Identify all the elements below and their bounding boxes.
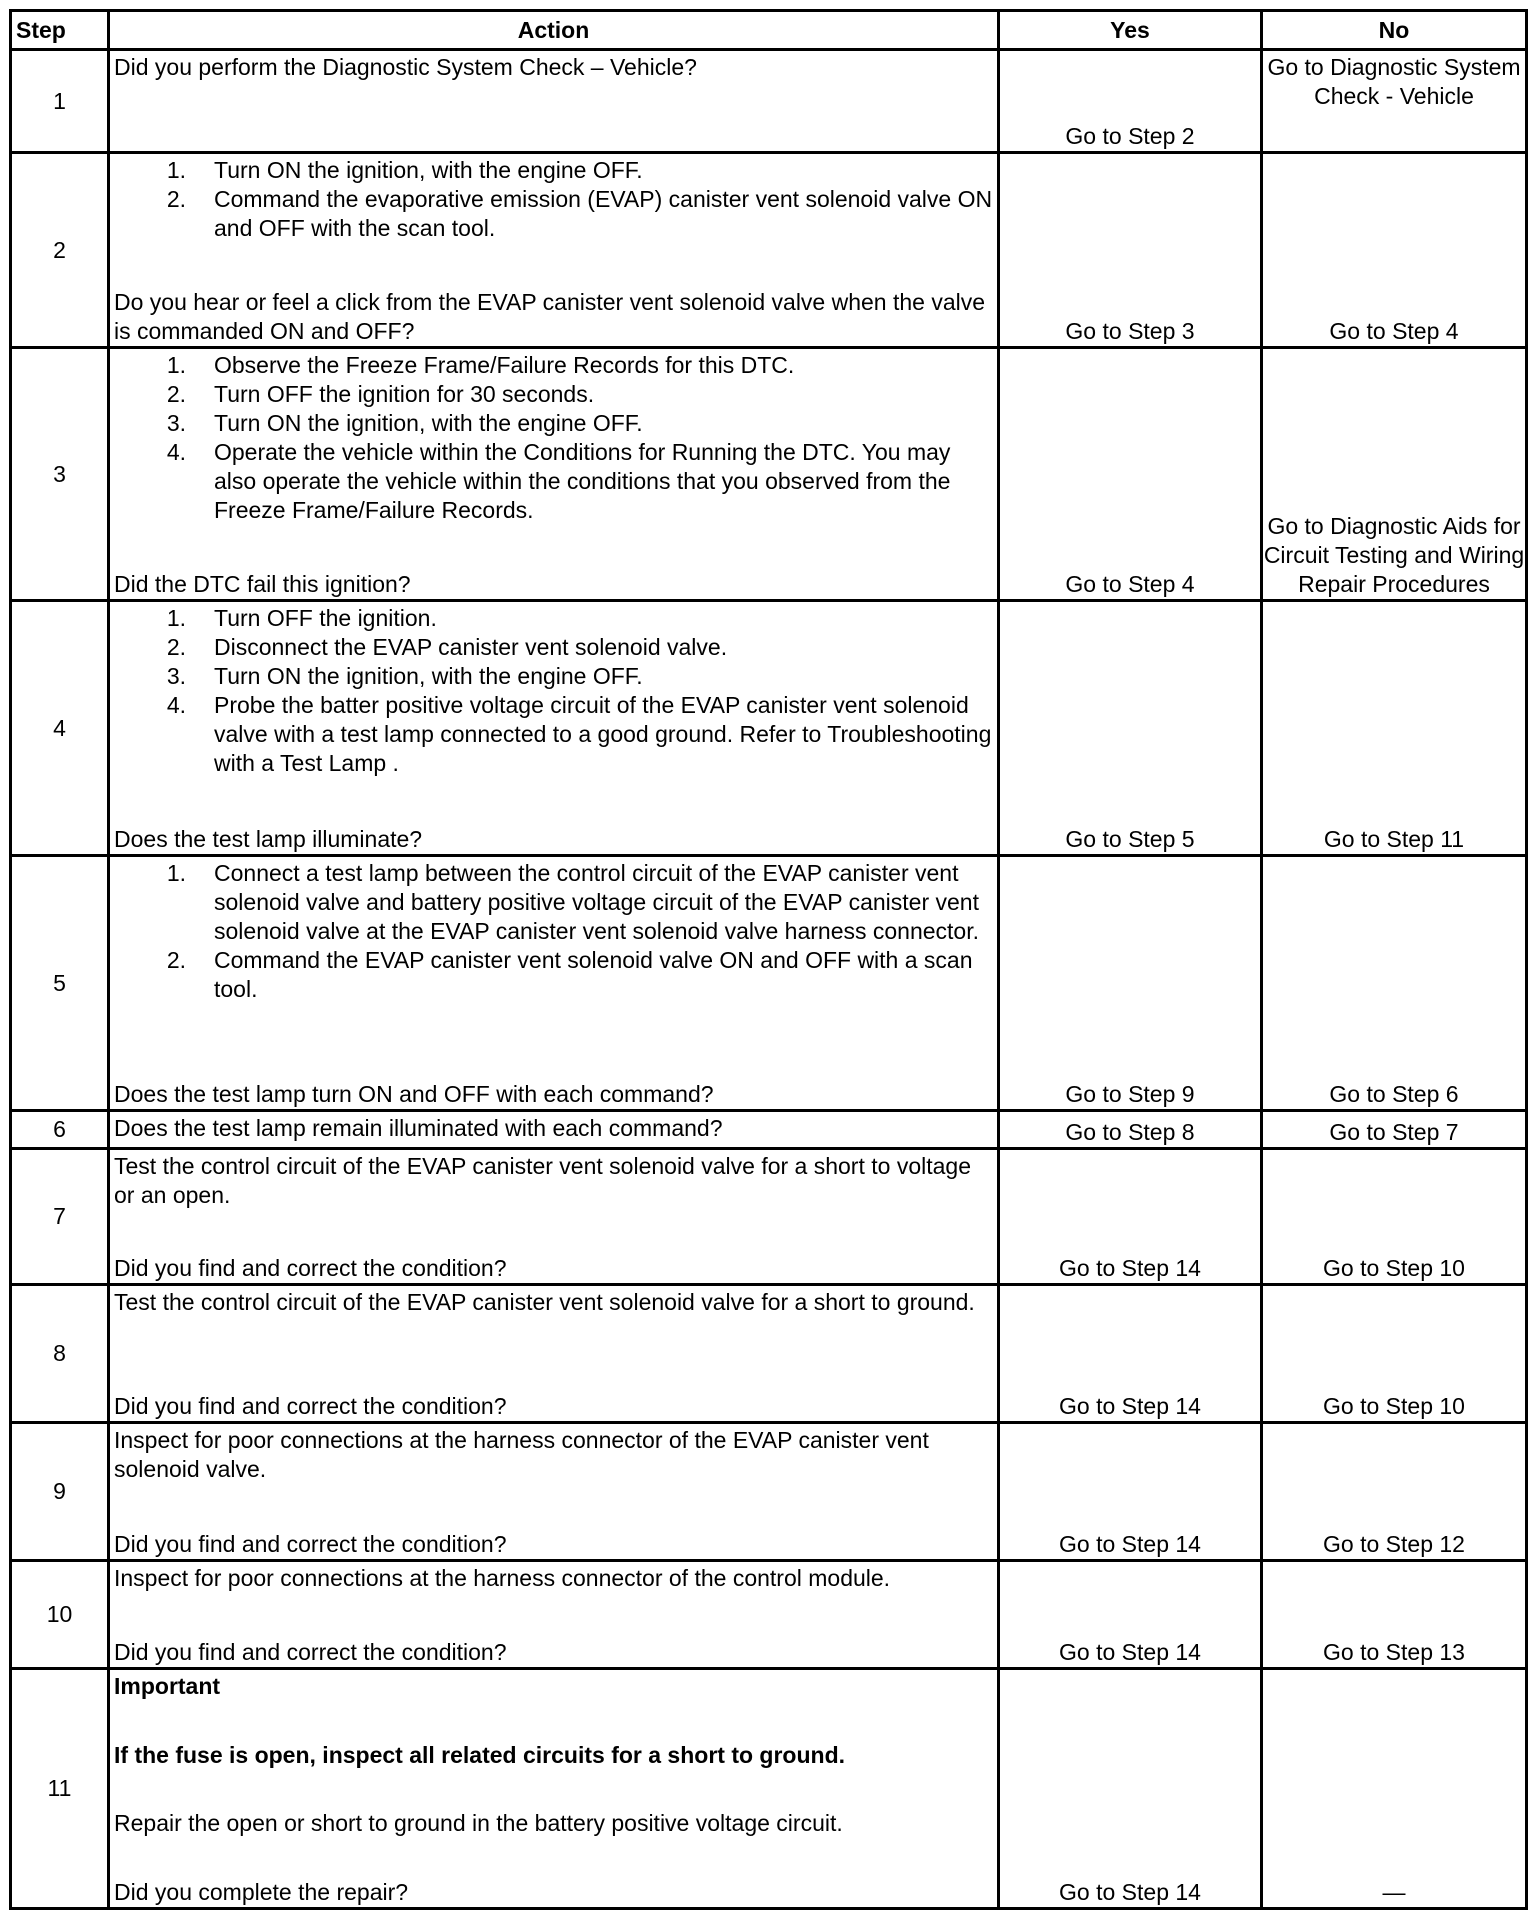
question-text: Did you perform the Diagnostic System Check – Vehicle? bbox=[114, 54, 697, 80]
yes-result: Go to Step 8 bbox=[999, 1111, 1262, 1149]
yes-result: Go to Step 14 bbox=[999, 1669, 1262, 1909]
yes-result: Go to Step 2 bbox=[999, 50, 1262, 153]
header-action: Action bbox=[109, 11, 999, 50]
table-row bbox=[11, 856, 1527, 1111]
no-result: Go to Step 11 bbox=[1262, 601, 1527, 856]
action-cell bbox=[109, 1285, 999, 1423]
instruction-text: Inspect for poor connections at the harness connector of the EVAP canister vent solenoid valve. bbox=[114, 1427, 929, 1482]
instruction-text: Repair the open or short to ground in the battery positive voltage circuit. bbox=[114, 1810, 843, 1837]
table-row bbox=[11, 50, 1527, 153]
list-item: 1. Observe the Freeze Frame/Failure Records for this DTC. bbox=[166, 352, 795, 378]
no-result: Go to Diagnostic Aids for Circuit Testing and Wiring Repair Procedures bbox=[1262, 348, 1527, 601]
question-text: Did you complete the repair? bbox=[114, 1878, 409, 1905]
action-steps bbox=[114, 604, 993, 778]
diagnostic-table bbox=[9, 9, 1528, 1910]
header-yes: Yes bbox=[999, 11, 1262, 50]
list-item: 2. Command the EVAP canister vent solenoid valve ON and OFF with a scan tool. bbox=[166, 947, 973, 1002]
header-row bbox=[11, 11, 1527, 50]
action-steps bbox=[114, 859, 993, 1004]
step-number: 3 bbox=[11, 348, 109, 601]
list-item: 2. Turn OFF the ignition for 30 seconds. bbox=[166, 381, 595, 407]
action-cell bbox=[109, 348, 999, 601]
instruction-text: Test the control circuit of the EVAP canister vent solenoid valve for a short to ground. bbox=[114, 1289, 975, 1315]
step-number: 9 bbox=[11, 1423, 109, 1561]
step-number: 11 bbox=[11, 1669, 109, 1909]
question-text: Did you find and correct the condition? bbox=[114, 1531, 507, 1557]
action-cell bbox=[109, 153, 999, 348]
important-text: If the fuse is open, inspect all related circuits for a short to ground. bbox=[114, 1741, 846, 1768]
no-result: Go to Diagnostic System Check - Vehicle bbox=[1262, 50, 1527, 153]
no-result: Go to Step 10 bbox=[1262, 1285, 1527, 1423]
header-no: No bbox=[1262, 11, 1527, 50]
list-item: 1. Connect a test lamp between the control circuit of the EVAP canister vent solenoid valve and battery positive voltage circuit of the EVAP canister vent solenoid valve at the EVAP canister vent solenoid valve harness connector. bbox=[166, 860, 979, 944]
table-row bbox=[11, 348, 1527, 601]
list-item: 4. Operate the vehicle within the Conditions for Running the DTC. You may also operate the vehicle within the conditions that you observed from the Freeze Frame/Failure Records. bbox=[166, 439, 951, 523]
question-text: Did you find and correct the condition? bbox=[114, 1639, 507, 1665]
action-cell bbox=[109, 856, 999, 1111]
step-number: 1 bbox=[11, 50, 109, 153]
yes-result: Go to Step 4 bbox=[999, 348, 1262, 601]
yes-result: Go to Step 14 bbox=[999, 1561, 1262, 1669]
table-row bbox=[11, 1111, 1527, 1149]
instruction-text: Inspect for poor connections at the harness connector of the control module. bbox=[114, 1565, 891, 1591]
table-row bbox=[11, 1669, 1527, 1909]
list-item: 1. Turn OFF the ignition. bbox=[166, 605, 437, 631]
instruction-text: Test the control circuit of the EVAP canister vent solenoid valve for a short to voltage or an open. bbox=[114, 1153, 971, 1208]
question-text: Does the test lamp remain illuminated with each command? bbox=[114, 1115, 723, 1141]
no-result: Go to Step 12 bbox=[1262, 1423, 1527, 1561]
question-text: Did you find and correct the condition? bbox=[114, 1255, 507, 1281]
list-item: 3. Turn ON the ignition, with the engine OFF. bbox=[166, 410, 643, 436]
action-cell bbox=[109, 1423, 999, 1561]
list-item: 2. Disconnect the EVAP canister vent solenoid valve. bbox=[166, 634, 728, 660]
important-heading: Important bbox=[114, 1673, 221, 1699]
yes-result: Go to Step 14 bbox=[999, 1423, 1262, 1561]
step-number: 7 bbox=[11, 1149, 109, 1285]
step-number: 6 bbox=[11, 1111, 109, 1149]
no-result: — bbox=[1262, 1669, 1527, 1909]
no-result: Go to Step 6 bbox=[1262, 856, 1527, 1111]
header-step: Step bbox=[11, 11, 109, 50]
yes-result: Go to Step 3 bbox=[999, 153, 1262, 348]
action-steps bbox=[114, 156, 993, 243]
table-row bbox=[11, 153, 1527, 348]
step-number: 4 bbox=[11, 601, 109, 856]
question-text: Did you find and correct the condition? bbox=[114, 1393, 507, 1419]
yes-result: Go to Step 9 bbox=[999, 856, 1262, 1111]
action-cell bbox=[109, 1149, 999, 1285]
action-cell bbox=[109, 1669, 999, 1909]
no-result: Go to Step 10 bbox=[1262, 1149, 1527, 1285]
table-row bbox=[11, 601, 1527, 856]
step-number: 2 bbox=[11, 153, 109, 348]
action-cell bbox=[109, 50, 999, 153]
list-item: 3. Turn ON the ignition, with the engine OFF. bbox=[166, 663, 643, 689]
table-row bbox=[11, 1423, 1527, 1561]
no-result: Go to Step 13 bbox=[1262, 1561, 1527, 1669]
action-cell bbox=[109, 1561, 999, 1669]
list-item: 2. Command the evaporative emission (EVAP) canister vent solenoid valve ON and OFF with the scan tool. bbox=[166, 186, 993, 241]
step-number: 10 bbox=[11, 1561, 109, 1669]
question-text: Does the test lamp illuminate? bbox=[114, 826, 423, 852]
step-number: 5 bbox=[11, 856, 109, 1111]
action-cell bbox=[109, 601, 999, 856]
yes-result: Go to Step 5 bbox=[999, 601, 1262, 856]
list-item: 1. Turn ON the ignition, with the engine OFF. bbox=[166, 157, 643, 183]
step-number: 8 bbox=[11, 1285, 109, 1423]
no-result: Go to Step 4 bbox=[1262, 153, 1527, 348]
no-result: Go to Step 7 bbox=[1262, 1111, 1527, 1149]
yes-result: Go to Step 14 bbox=[999, 1285, 1262, 1423]
action-cell bbox=[109, 1111, 999, 1149]
table-row bbox=[11, 1561, 1527, 1669]
table-row bbox=[11, 1149, 1527, 1285]
table-row bbox=[11, 1285, 1527, 1423]
question-text: Do you hear or feel a click from the EVAP canister vent solenoid valve when the valve is commanded ON and OFF? bbox=[114, 289, 986, 344]
question-text: Does the test lamp turn ON and OFF with each command? bbox=[114, 1081, 714, 1107]
action-steps bbox=[114, 351, 993, 525]
question-text: Did the DTC fail this ignition? bbox=[114, 571, 411, 597]
yes-result: Go to Step 14 bbox=[999, 1149, 1262, 1285]
list-item: 4. Probe the batter positive voltage circuit of the EVAP canister vent solenoid valve with a test lamp connected to a good ground. Refer to Troubleshooting with a Test Lamp . bbox=[166, 692, 992, 776]
